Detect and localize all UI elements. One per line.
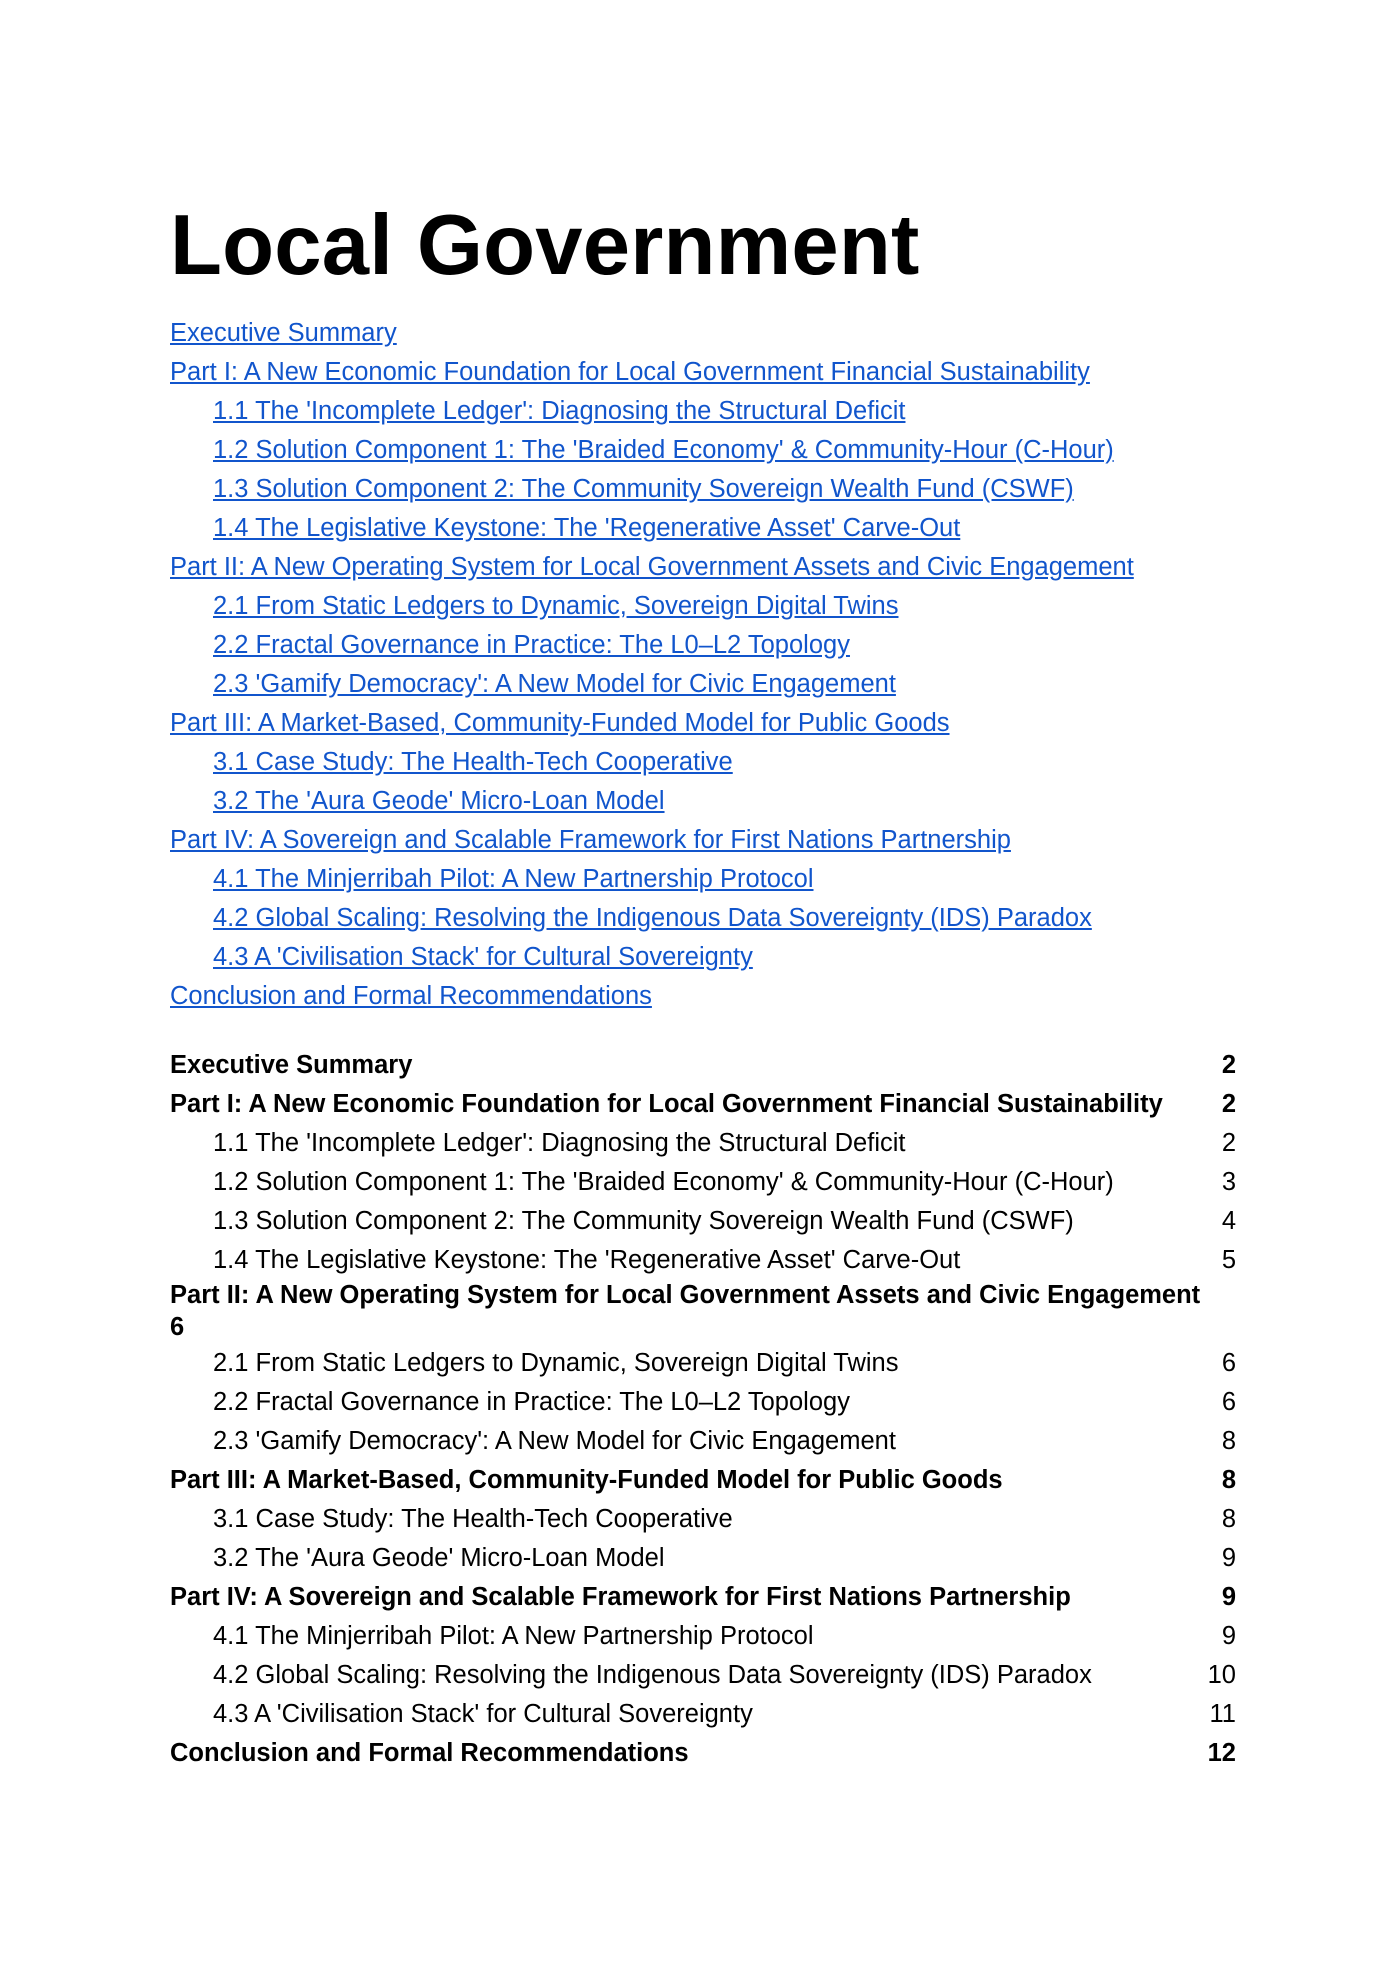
toc-page-number: 6 [1221, 1349, 1236, 1377]
toc-entry-label: 1.1 The 'Incomplete Ledger': Diagnosing the Structural Deficit [213, 1129, 906, 1157]
toc-entry-label: Executive Summary [170, 1051, 413, 1079]
toc-entry [170, 1734, 1236, 1773]
toc-page-number: 3 [1221, 1168, 1236, 1196]
contents-link-row [170, 938, 1270, 977]
toc-page-number: 11 [1209, 1700, 1236, 1728]
toc-entry-label: 4.1 The Minjerribah Pilot: A New Partnership Protocol [213, 1622, 814, 1650]
toc-entry [170, 1422, 1236, 1461]
toc-page-number: 5 [1221, 1246, 1236, 1274]
contents-link-row [170, 704, 1270, 743]
part-link[interactable]: Part I: A New Economic Foundation for Local Government Financial Sustainability [170, 358, 1090, 386]
toc-entry-label: 2.2 Fractal Governance in Practice: The L0–L2 Topology [213, 1388, 850, 1416]
toc-page-number: 12 [1207, 1739, 1236, 1767]
section-link[interactable]: 1.4 The Legislative Keystone: The 'Regenerative Asset' Carve-Out [213, 514, 961, 542]
toc-page-number: 8 [1221, 1427, 1236, 1455]
toc-entry-label: 4.3 A 'Civilisation Stack' for Cultural Sovereignty [213, 1700, 753, 1728]
toc-page-number: 4 [1221, 1207, 1236, 1235]
table-of-contents [170, 1046, 1236, 1773]
contents-link-row [170, 392, 1270, 431]
toc-entry-label: 3.1 Case Study: The Health-Tech Cooperative [213, 1505, 733, 1533]
section-link[interactable]: 2.1 From Static Ledgers to Dynamic, Sovereign Digital Twins [213, 592, 899, 620]
toc-entry-label: 1.3 Solution Component 2: The Community Sovereign Wealth Fund (CSWF) [213, 1207, 1074, 1235]
section-link[interactable]: 3.1 Case Study: The Health-Tech Cooperative [213, 748, 733, 776]
section-link[interactable]: 4.1 The Minjerribah Pilot: A New Partnership Protocol [213, 865, 814, 893]
toc-entry [170, 1124, 1236, 1163]
contents-link-row [170, 470, 1270, 509]
toc-page-number: 6 [1221, 1388, 1236, 1416]
toc-entry [170, 1617, 1236, 1656]
section-link[interactable]: 1.2 Solution Component 1: The 'Braided Economy' & Community-Hour (C-Hour) [213, 436, 1114, 464]
contents-link-row [170, 509, 1270, 548]
contents-link-row [170, 548, 1270, 587]
part-link[interactable]: Part IV: A Sovereign and Scalable Framework for First Nations Partnership [170, 826, 1011, 854]
toc-entry-label: Part III: A Market-Based, Community-Funded Model for Public Goods [170, 1466, 1003, 1494]
contents-link-row [170, 782, 1270, 821]
contents-link-row [170, 314, 1270, 353]
part-link[interactable]: Part II: A New Operating System for Local Government Assets and Civic Engagement [170, 553, 1134, 581]
section-link[interactable]: 4.2 Global Scaling: Resolving the Indigenous Data Sovereignty (IDS) Paradox [213, 904, 1092, 932]
contents-link-row [170, 353, 1270, 392]
toc-entry-label: 1.2 Solution Component 1: The 'Braided Economy' & Community-Hour (C-Hour) [213, 1168, 1114, 1196]
contents-link-row [170, 899, 1270, 938]
toc-entry [170, 1202, 1236, 1241]
contents-link-row [170, 860, 1270, 899]
hyperlinked-contents [170, 314, 1270, 1016]
toc-entry-label: 4.2 Global Scaling: Resolving the Indigenous Data Sovereignty (IDS) Paradox [213, 1661, 1092, 1689]
toc-page-number: 9 [1221, 1622, 1236, 1650]
toc-entry [170, 1656, 1236, 1695]
part-link[interactable]: Executive Summary [170, 319, 397, 347]
contents-link-row [170, 665, 1270, 704]
part-link[interactable]: Part III: A Market-Based, Community-Funded Model for Public Goods [170, 709, 950, 737]
section-link[interactable]: 2.2 Fractal Governance in Practice: The L0–L2 Topology [213, 631, 850, 659]
toc-page-number: 8 [1221, 1466, 1236, 1494]
toc-page-number: 9 [1221, 1583, 1236, 1611]
toc-entry [170, 1085, 1236, 1124]
section-link[interactable]: 1.1 The 'Incomplete Ledger': Diagnosing the Structural Deficit [213, 397, 906, 425]
toc-entry [170, 1461, 1236, 1500]
toc-entry [170, 1500, 1236, 1539]
toc-entry [170, 1280, 1236, 1344]
section-link[interactable]: 3.2 The 'Aura Geode' Micro-Loan Model [213, 787, 665, 815]
toc-entry-label: 1.4 The Legislative Keystone: The 'Regenerative Asset' Carve-Out [213, 1246, 961, 1274]
section-link[interactable]: 4.3 A 'Civilisation Stack' for Cultural Sovereignty [213, 943, 753, 971]
toc-page-number: 6 [170, 1313, 185, 1341]
part-link[interactable]: Conclusion and Formal Recommendations [170, 982, 652, 1010]
toc-entry-label: Part I: A New Economic Foundation for Local Government Financial Sustainability [170, 1090, 1163, 1118]
toc-entry [170, 1344, 1236, 1383]
toc-entry-label: Part IV: A Sovereign and Scalable Framework for First Nations Partnership [170, 1583, 1071, 1611]
contents-link-row [170, 821, 1270, 860]
contents-link-row [170, 587, 1270, 626]
toc-page-number: 10 [1207, 1661, 1236, 1689]
toc-entry-label: 2.1 From Static Ledgers to Dynamic, Sovereign Digital Twins [213, 1349, 899, 1377]
toc-entry [170, 1046, 1236, 1085]
section-link[interactable]: 2.3 'Gamify Democracy': A New Model for Civic Engagement [213, 670, 896, 698]
toc-entry-label: 2.3 'Gamify Democracy': A New Model for Civic Engagement [213, 1427, 896, 1455]
toc-page-number: 2 [1221, 1090, 1236, 1118]
document-title: Local Government [170, 198, 920, 293]
toc-page-number: 9 [1221, 1544, 1236, 1572]
toc-entry-label: Conclusion and Formal Recommendations [170, 1739, 689, 1767]
toc-entry-label: 3.2 The 'Aura Geode' Micro-Loan Model [213, 1544, 665, 1572]
toc-entry [170, 1383, 1236, 1422]
contents-link-row [170, 626, 1270, 665]
toc-entry [170, 1539, 1236, 1578]
section-link[interactable]: 1.3 Solution Component 2: The Community Sovereign Wealth Fund (CSWF) [213, 475, 1074, 503]
toc-entry [170, 1241, 1236, 1280]
toc-page-number: 2 [1221, 1051, 1236, 1079]
contents-link-row [170, 743, 1270, 782]
toc-entry [170, 1163, 1236, 1202]
toc-page-number: 2 [1221, 1129, 1236, 1157]
toc-entry [170, 1695, 1236, 1734]
toc-page-number: 8 [1221, 1505, 1236, 1533]
contents-link-row [170, 431, 1270, 470]
toc-entry-label: Part II: A New Operating System for Local Government Assets and Civic Engagement [170, 1281, 1201, 1309]
contents-link-row [170, 977, 1270, 1016]
toc-entry [170, 1578, 1236, 1617]
